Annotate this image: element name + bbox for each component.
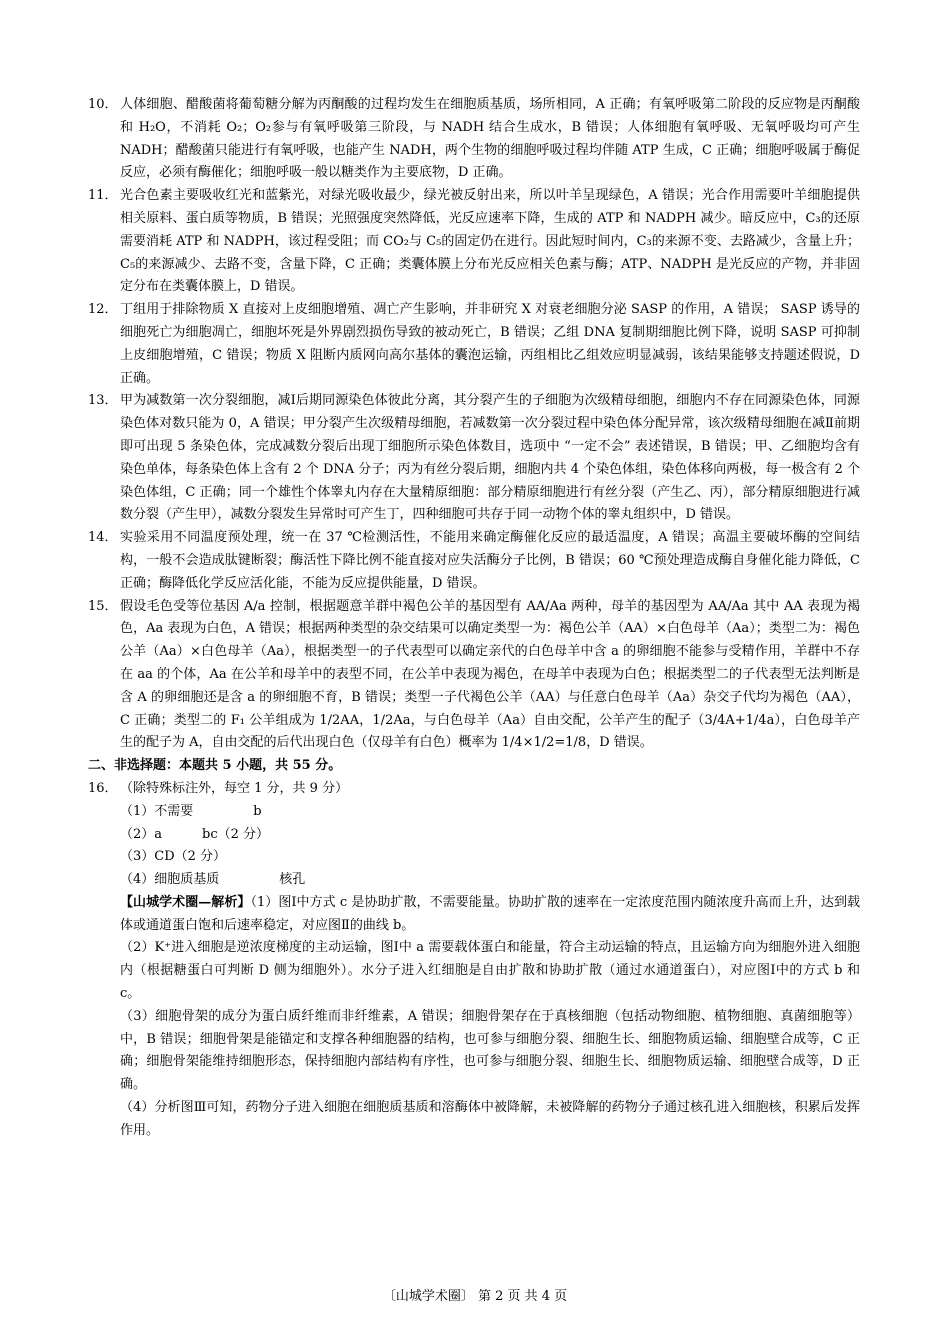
answer-number: 12． <box>88 302 118 318</box>
question-16 <box>88 778 860 1143</box>
q16-analysis-3: （3）细胞骨架的成分为蛋白质纤维而非纤维素，A 错误；细胞骨架存在于真核细胞（包括动物细胞、植物细胞、真菌细胞等）中，B 错误；细胞骨架是能锚定和支撑各种细胞器的结构，也可参与细胞分裂、细胞生长、细胞物质运输、细胞壁合成等，C 正确；细胞骨架能维持细胞形态，保持细胞内部结构有序性，也可参与细胞分裂、细胞生长、细胞物质运输、细胞壁合成等，D 正确。 <box>120 1008 860 1093</box>
answer-text: 光合色素主要吸收红光和蓝紫光，对绿光吸收最少，绿光被反射出来，所以叶羊呈现绿色，A 错误；光合作用需要叶羊细胞提供相关原料、蛋白质等物质，B 错误；光照强度突然降低，光反应速率下降，生成的 ATP 和 NADPH 减少。暗反应中，C₃的还原需要消耗 ATP 和 NADPH，该过程受阻；而 CO₂与 C₅的固定仍在进行。因此短时间内，C₃的来源不变、去路减少，含量上升；C₅的来源减少、去路不变，含量下降，C 正确；类囊体膜上分布光反应相关色素与酶；ATP、NADPH 是光反应的产物，并非固定分布在类囊体膜上，D 错误。 <box>120 188 860 295</box>
q16-header <box>88 778 860 801</box>
answer-part: （2）a <box>120 826 163 842</box>
section-heading: 二、非选择题：本题共 5 小题，共 55 分。 <box>88 758 342 774</box>
answer-number: 15． <box>88 598 118 614</box>
analysis-tag: 【山城学术圈—解析】 <box>120 894 251 910</box>
answer-page <box>88 94 860 1143</box>
q16-answer-2 <box>88 824 860 847</box>
answer-11 <box>88 185 860 299</box>
q16-intro: （除特殊标注外，每空 1 分，共 9 分） <box>120 780 349 796</box>
answer-part: （3）CD（2 分） <box>120 849 227 865</box>
answer-number: 14． <box>88 530 118 546</box>
answer-text: 实验采用不同温度预处理，统一在 37 ℃检测活性，不能用来确定酶催化反应的最适温度，A 错误；高温主要破坏酶的空间结构，一般不会造成肽键断裂；酶活性下降比例不能直接对应失活酶分子比例，B 错误；60 ℃预处理造成酶自身催化能力降低，C 正确；酶降低化学反应活化能，不能为反应提供能量，D 错误。 <box>120 530 860 591</box>
q16-number: 16． <box>88 780 118 796</box>
q16-analysis-1 <box>88 892 860 938</box>
answer-part: （1）不需要 <box>120 803 194 819</box>
answer-10 <box>88 94 860 185</box>
page-footer: 〔山城学术圈〕 第 2 页 共 4 页 <box>382 1289 568 1304</box>
q16-answer-1 <box>88 801 860 824</box>
answer-part: （4）细胞质基质 <box>120 872 220 888</box>
answer-12 <box>88 299 860 390</box>
answer-part: b <box>253 803 262 819</box>
mc-answers <box>88 94 860 755</box>
answer-text: 丁组用于排除物质 X 直接对上皮细胞增殖、凋亡产生影响，并非研究 X 对衰老细胞分泌 SASP 的作用，A 错误； SASP 诱导的细胞死亡为细胞凋亡，细胞坏死是外界剧烈损伤导致的被动死亡，B 错误；乙组 DNA 复制期细胞比例下降，说明 SASP 可抑制上皮细胞增殖，C 错误；物质 X 阻断内质网向高尔基体的囊泡运输，丙组相比乙组效应明显减弱，该结果能够支持题述假说，D 正确。 <box>120 302 860 386</box>
answer-text: 假设毛色受等位基因 A/a 控制，根据题意羊群中褐色公羊的基因型有 AA/Aa 两种，母羊的基因型为 AA/Aa 其中 AA 表现为褐色，Aa 表现为白色，A 错误；根据两种类型的杂交结果可以确定类型一为：褐色公羊（AA）×白色母羊（Aa）；类型二为：褐色公羊（Aa）×白色母羊（Aa），根据类型一的子代表型可以确定亲代的白色母羊中含 a 的卵细胞不能参与受精作用，羊群中不存在 aa 的个体，Aa 在公羊和母羊中的表型不同，在公羊中表现为褐色，在母羊中表现为白色；根据类型二的子代表型无法判断是含 A 的卵细胞还是含 a 的卵细胞不育，B 错误；类型一子代褐色公羊（AA）与任意白色母羊（Aa）杂交子代均为褐色（AA），C 正确；类型二的 F₁ 公羊组成为 1/2AA，1/2Aa，与白色母羊（Aa）自由交配，公羊产生的配子（3/4A+1/4a），白色母羊产生的配子为 A，自由交配的后代出现白色（仅母羊有白色）概率为 1/4×1/2=1/8，D 错误。 <box>120 598 860 751</box>
answer-part: 核孔 <box>279 872 306 888</box>
q16-analysis-4: （4）分析图Ⅲ可知，药物分子进入细胞在细胞质基质和溶酶体中被降解，未被降解的药物分子通过核孔进入细胞核，积累后发挥作用。 <box>120 1100 860 1138</box>
answer-text: 甲为减数第一次分裂细胞，减Ⅰ后期同源染色体彼此分离，其分裂产生的子细胞为次级精母细胞，细胞内不存在同源染色体，同源染色体对数只能为 0，A 错误；甲分裂产生次级精母细胞，若减数第一次分裂过程中染色体分配异常，该次级精母细胞在减Ⅱ前期即可出现 5 条染色体，完成减数分裂后出现丁细胞所示染色体数目，选项中 “一定不会” 表述错误，B 错误；甲、乙细胞均含有染色单体，每条染色体上含有 2 个 DNA 分子；丙为有丝分裂后期，细胞内共 4 个染色体组，染色体移向两极，每一极含有 2 个染色体组，C 正确；同一个雄性个体睾丸内存在大量精原细胞：部分精原细胞进行有丝分裂（产生乙、丙），部分精原细胞进行减数分裂（产生甲），减数分裂发生异常时可产生丁，四种细胞可共存于同一动物个体的睾丸组织中，D 错误。 <box>120 393 860 523</box>
answer-14 <box>88 527 860 595</box>
answer-number: 10． <box>88 97 118 112</box>
answer-number: 13． <box>88 393 118 409</box>
answer-number: 11． <box>88 188 118 204</box>
analysis-text: （1）图Ⅰ中方式 c 是协助扩散，不需要能量。协助扩散的速率在一定浓度范围内随浓度升高而上升，达到载体或通道蛋白饱和后速率稳定，对应图Ⅱ的曲线 b。 <box>120 894 860 933</box>
q16-answer-4 <box>88 869 860 892</box>
q16-analysis-2: （2）K⁺进入细胞是逆浓度梯度的主动运输，图Ⅰ中 a 需要载体蛋白和能量，符合主动运输的特点，且运输方向为细胞外进入细胞内（根据糖蛋白可判断 D 侧为细胞外）。水分子进入红细胞是自由扩散和协助扩散（通过水通道蛋白），对应图Ⅰ中的方式 b 和 c。 <box>120 940 860 1002</box>
answer-15 <box>88 596 860 756</box>
q16-answer-3 <box>88 846 860 869</box>
answer-text: 人体细胞、醋酸菌将葡萄糖分解为丙酮酸的过程均发生在细胞质基质，场所相同，A 正确；有氧呼吸第二阶段的反应物是丙酮酸和 H₂O，不消耗 O₂；O₂参与有氧呼吸第三阶段，与 NADH 结合生成水，B 错误；人体细胞有氧呼吸、无氧呼吸均可产生 NADH；醋酸菌只能进行有氧呼吸，也能产生 NADH，两个生物的细胞呼吸过程均伴随 ATP 生成，C 正确；细胞呼吸属于酶促反应，必须有酶催化；细胞呼吸一般以糖类作为主要底物，D 正确。 <box>120 97 860 181</box>
answer-13 <box>88 390 860 527</box>
answer-part: bc（2 分） <box>202 826 270 842</box>
